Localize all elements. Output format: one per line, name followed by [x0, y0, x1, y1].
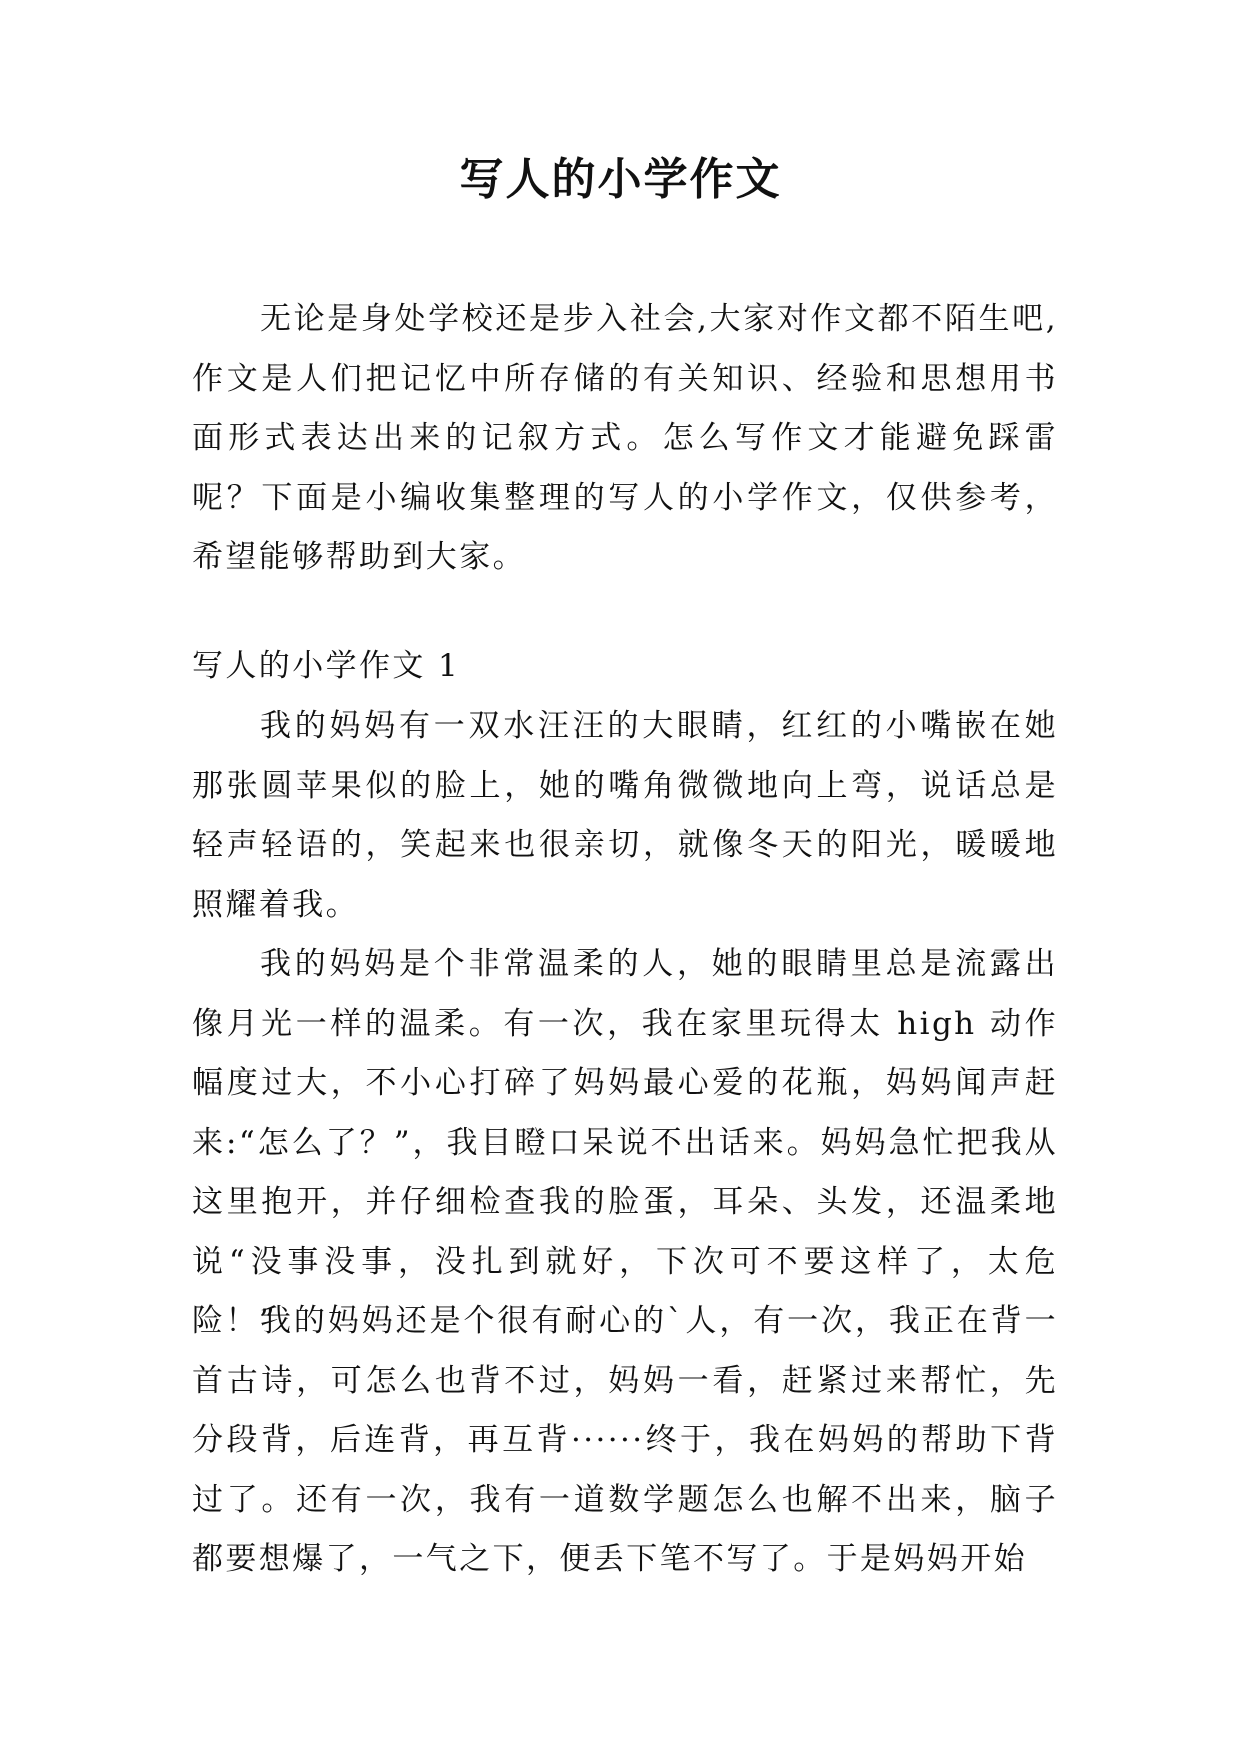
body-paragraph-3: 我的妈妈还是个很有耐心的`人，有一次，我正在背一首古诗，可怎么也背不过，妈妈一看，赶紧过来帮忙，先分段背，后连背，再互背······终于，我在妈妈的帮助下背过了。还有一次，我有一道数学题怎么也解不出来，脑子都要想爆了，一气之下，便丢下笔不写了。于是妈妈开始 [192, 1303, 1058, 1577]
body-paragraph-2: 我的妈妈是个非常温柔的人，她的眼睛里总是流露出像月光一样的温柔。有一次，我在家里玩得太 high 动作幅度过大，不小心打碎了妈妈最心爱的花瓶，妈妈闻声赶来:“怎么了？”，我目瞪口呆说不出话来。妈妈急忙把我从这里抱开，并仔细检查我的脸蛋，耳朵、头发，还温柔地说“没事没事，没扎到就好，下次可不要这样了，太危险！” [192, 946, 1058, 1339]
section-heading: 写人的小学作文 1 [192, 648, 461, 684]
body-paragraph-1: 我的妈妈有一双水汪汪的大眼睛，红红的小嘴嵌在她那张圆苹果似的脸上，她的嘴角微微地向上弯，说话总是轻声轻语的，笑起来也很亲切，就像冬天的阳光，暖暖地照耀着我。 [192, 708, 1058, 923]
document-title: 写人的小学作文 [459, 154, 782, 205]
intro-paragraph: 无论是身处学校还是步入社会,大家对作文都不陌生吧,作文是人们把记忆中所存储的有关知识、经验和思想用书面形式表达出来的记叙方式。怎么写作文才能避免踩雷呢？下面是小编收集整理的写人的小学作文，仅供参考，希望能够帮助到大家。 [192, 301, 1058, 575]
